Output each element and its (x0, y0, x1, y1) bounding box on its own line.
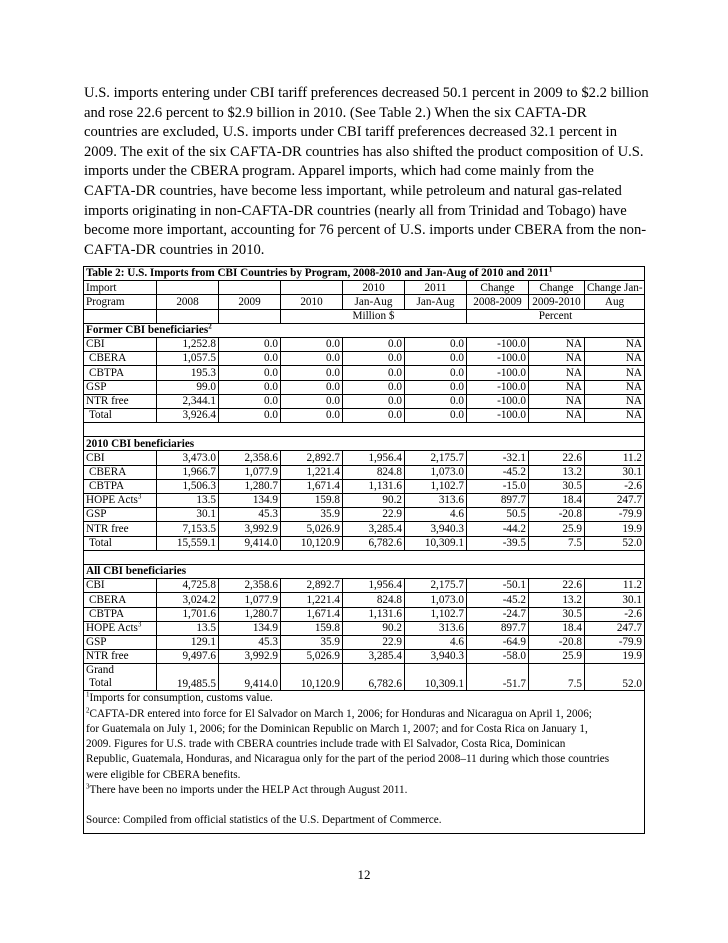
table-cell: -44.2 (467, 522, 529, 536)
table-cell: 22.6 (529, 451, 585, 465)
table-cell: 7.5 (529, 536, 585, 550)
table-cell: -24.7 (467, 607, 529, 621)
table-cell: 25.9 (529, 522, 585, 536)
column-header: Change (529, 281, 585, 295)
table-cell: NA (585, 337, 645, 351)
table-cell: 0.0 (219, 352, 281, 366)
table-cell: 0.0 (219, 408, 281, 422)
column-header: Aug (585, 295, 645, 309)
footnote-line: $^3$There have been no imports under the HELP Act through August 2011. (86, 782, 408, 797)
table-cell: 1,221.4 (281, 593, 343, 607)
table-cell: 1,966.7 (157, 465, 219, 479)
table-cell: 3,024.2 (157, 593, 219, 607)
section-title: 2010 CBI beneficiaries (84, 437, 645, 451)
table-cell: 1,252.8 (157, 337, 219, 351)
table-cell: 19.9 (585, 650, 645, 664)
table-cell: 4.6 (405, 508, 467, 522)
table-cell: 1,671.4 (281, 607, 343, 621)
table-cell: 1,102.7 (405, 479, 467, 493)
table-row (84, 607, 645, 621)
table-row (84, 593, 645, 607)
table-cell: 3,473.0 (157, 451, 219, 465)
table-cell: 0.0 (405, 352, 467, 366)
table-cell: 1,956.4 (343, 579, 405, 593)
table-cell: 7.5 (529, 664, 585, 691)
footnote-line: Republic, Guatemala, Honduras, and Nicaragua only for the part of the period 2008–11 during which those countries (86, 753, 610, 766)
table-cell: -15.0 (467, 479, 529, 493)
page-number: 12 (357, 867, 371, 882)
table-row (84, 366, 645, 380)
table-cell: 4.6 (405, 635, 467, 649)
table-cell: 3,940.3 (405, 650, 467, 664)
table-cell: 0.0 (343, 366, 405, 380)
table-row (84, 650, 645, 664)
table-title: Table 2: U.S. Imports from CBI Countries by Program, 2008-2010 and Jan-Aug of 2010 and 2011$^1$ (84, 267, 645, 281)
column-header: Jan-Aug (405, 295, 467, 309)
table-cell: 134.9 (219, 494, 281, 508)
table-cell: 2,358.6 (219, 451, 281, 465)
table-cell: 897.7 (467, 621, 529, 635)
table-cell: 1,131.6 (343, 479, 405, 493)
row-label: Total (84, 536, 157, 550)
table-cell: -79.9 (585, 508, 645, 522)
row-label: GSP (84, 635, 157, 649)
footnote-line: $^2$CAFTA-DR entered into force for El Salvador on March 1, 2006; for Honduras and Nicaragua on April 1, 2006; (86, 705, 592, 720)
row-label: CBTPA (84, 479, 157, 493)
column-header: Program (84, 295, 157, 309)
row-label: CBI (84, 579, 157, 593)
table-row (84, 536, 645, 550)
table-cell: 2,175.7 (405, 579, 467, 593)
table-cell: 0.0 (219, 380, 281, 394)
paragraph-line: 2009. The exit of the six CAFTA-DR countries has also shifted the product composition of U.S. (84, 143, 644, 160)
table-row (84, 522, 645, 536)
table-cell: 0.0 (281, 352, 343, 366)
table-cell: 0.0 (343, 408, 405, 422)
table-cell: NA (529, 352, 585, 366)
table-cell: 30.5 (529, 607, 585, 621)
table-cell: 18.4 (529, 621, 585, 635)
spacer-row (84, 550, 645, 564)
paragraph-line: CAFTA-DR countries, have become less important, while petroleum and natural gas-related (84, 182, 622, 199)
paragraph-line: CAFTA-DR countries in 2010. (84, 241, 265, 258)
table-cell: 22.9 (343, 508, 405, 522)
table-cell: 0.0 (405, 366, 467, 380)
table-row (84, 337, 645, 351)
units-row (84, 309, 645, 323)
table-row (84, 380, 645, 394)
table-cell: -20.8 (529, 635, 585, 649)
spacer-row (84, 423, 645, 437)
table-cell: 3,285.4 (343, 522, 405, 536)
table-cell: 35.9 (281, 635, 343, 649)
column-header: 2009 (219, 295, 281, 309)
row-label: NTR free (84, 522, 157, 536)
table-row (84, 394, 645, 408)
table-cell: NA (529, 380, 585, 394)
table-cell: -50.1 (467, 579, 529, 593)
section-title: Former CBI beneficiaries$^2$ (84, 323, 645, 337)
row-label: Total (84, 408, 157, 422)
table-cell: 45.3 (219, 635, 281, 649)
table-cell: 824.8 (343, 593, 405, 607)
footnote-line: were eligible for CBERA benefits. (86, 768, 241, 781)
table-cell: 1,057.5 (157, 352, 219, 366)
table-cell: 7,153.5 (157, 522, 219, 536)
table-row (84, 465, 645, 479)
table-cell: 19,485.5 (157, 664, 219, 691)
table-cell: 0.0 (405, 380, 467, 394)
table-cell: -2.6 (585, 607, 645, 621)
table-cell: 3,992.9 (219, 522, 281, 536)
table-cell: 9,414.0 (219, 664, 281, 691)
table-cell: -100.0 (467, 380, 529, 394)
table-cell: 3,285.4 (343, 650, 405, 664)
table-cell: -100.0 (467, 408, 529, 422)
table-row (84, 451, 645, 465)
table-cell: -32.1 (467, 451, 529, 465)
footnote-line: $^1$Imports for consumption, customs value. (86, 690, 273, 705)
table-row (84, 352, 645, 366)
row-label: CBI (84, 451, 157, 465)
grand-total-row (84, 664, 645, 691)
table-cell: 3,926.4 (157, 408, 219, 422)
table-cell: 9,497.6 (157, 650, 219, 664)
column-header: 2010 (281, 295, 343, 309)
paragraph-line: imports originating in non-CAFTA-DR countries (nearly all from Trinidad and Tobago) have (84, 202, 627, 219)
table-cell: 1,671.4 (281, 479, 343, 493)
table-cell: 0.0 (281, 380, 343, 394)
table-row (84, 635, 645, 649)
table-cell: 4,725.8 (157, 579, 219, 593)
row-label: CBERA (84, 593, 157, 607)
table-cell: 3,940.3 (405, 522, 467, 536)
table-cell: 2,892.7 (281, 451, 343, 465)
table-cell: 45.3 (219, 508, 281, 522)
table-cell: 0.0 (219, 366, 281, 380)
table-cell: 0.0 (405, 408, 467, 422)
section-title: All CBI beneficiaries (84, 564, 645, 578)
table-cell: 19.9 (585, 522, 645, 536)
table-cell: 35.9 (281, 508, 343, 522)
row-label: CBERA (84, 352, 157, 366)
table-cell: 313.6 (405, 621, 467, 635)
table-cell: 313.6 (405, 494, 467, 508)
table-cell: 22.6 (529, 579, 585, 593)
table-cell: 5,026.9 (281, 650, 343, 664)
table-cell: 159.8 (281, 494, 343, 508)
table-cell: 0.0 (281, 394, 343, 408)
table-cell: 0.0 (343, 394, 405, 408)
table-cell: -2.6 (585, 479, 645, 493)
table-cell: 11.2 (585, 451, 645, 465)
table-cell: 0.0 (343, 337, 405, 351)
table-cell: 6,782.6 (343, 664, 405, 691)
table-row (84, 621, 645, 635)
column-header: 2010 (343, 281, 405, 295)
header-row-bottom (84, 295, 645, 309)
table-cell: 0.0 (343, 380, 405, 394)
row-label: CBI (84, 337, 157, 351)
column-header (281, 281, 343, 295)
table-cell: 90.2 (343, 494, 405, 508)
table-cell: NA (585, 394, 645, 408)
table-cell: 1,701.6 (157, 607, 219, 621)
table-cell: 6,782.6 (343, 536, 405, 550)
source-note: Source: Compiled from official statistics of the U.S. Department of Commerce. (86, 814, 442, 827)
table-cell: NA (585, 380, 645, 394)
table-cell: NA (529, 394, 585, 408)
table-cell: 5,026.9 (281, 522, 343, 536)
body-paragraph (84, 84, 649, 260)
table-cell: NA (585, 366, 645, 380)
section-header-row (84, 564, 645, 578)
table-cell: 247.7 (585, 494, 645, 508)
table-cell: NA (529, 366, 585, 380)
table-cell: 22.9 (343, 635, 405, 649)
table-cell: NA (529, 408, 585, 422)
table-cell: 0.0 (281, 408, 343, 422)
table-cell: 99.0 (157, 380, 219, 394)
row-label: GSP (84, 380, 157, 394)
table-cell: 50.5 (467, 508, 529, 522)
column-header: Change (467, 281, 529, 295)
header-row-top (84, 281, 645, 295)
column-header: Jan-Aug (343, 295, 405, 309)
table-cell: 0.0 (405, 394, 467, 408)
table-cell: 30.1 (585, 593, 645, 607)
table-cell: -45.2 (467, 593, 529, 607)
table-cell: NA (585, 408, 645, 422)
table-cell: -100.0 (467, 337, 529, 351)
table-cell: 90.2 (343, 621, 405, 635)
column-header: 2011 (405, 281, 467, 295)
table-cell: 10,309.1 (405, 536, 467, 550)
table-cell: 1,280.7 (219, 607, 281, 621)
table-cell: 134.9 (219, 621, 281, 635)
column-header: 2008 (157, 295, 219, 309)
table-cell: -100.0 (467, 352, 529, 366)
table-cell: 159.8 (281, 621, 343, 635)
table-cell: 0.0 (343, 352, 405, 366)
table-cell: 195.3 (157, 366, 219, 380)
paragraph-line: imports under the CBERA program. Apparel imports, which had come mainly from the (84, 163, 594, 180)
table-cell: 11.2 (585, 579, 645, 593)
row-label: HOPE Acts$^3$ (84, 621, 157, 635)
table-cell: 18.4 (529, 494, 585, 508)
table-cell: 30.1 (157, 508, 219, 522)
table-cell: 0.0 (281, 366, 343, 380)
table-cell: 1,506.3 (157, 479, 219, 493)
paragraph-line: become more important, accounting for 76 percent of U.S. imports under CBERA from the non- (84, 222, 647, 239)
table-row (84, 508, 645, 522)
table-cell: 2,175.7 (405, 451, 467, 465)
footnote-line: 2009. Figures for U.S. trade with CBERA countries include trade with El Salvador, Costa Rica, Dominican (86, 738, 566, 751)
table-cell: 9,414.0 (219, 536, 281, 550)
table-cell: 25.9 (529, 650, 585, 664)
column-header (219, 281, 281, 295)
table-cell: 1,077.9 (219, 465, 281, 479)
table-cell: 0.0 (405, 337, 467, 351)
grand-total-label: Grand Total (84, 664, 157, 691)
table-cell: -79.9 (585, 635, 645, 649)
unit-percent: Percent (467, 309, 645, 323)
table-cell: -39.5 (467, 536, 529, 550)
table-cell: NA (585, 352, 645, 366)
footnote-line: for Guatemala on July 1, 2006; for the Dominican Republic on March 1, 2007; and for Costa Rica on January 1, (86, 722, 588, 735)
table-row (84, 494, 645, 508)
table-cell: 2,358.6 (219, 579, 281, 593)
table-cell: NA (529, 337, 585, 351)
row-label: HOPE Acts$^3$ (84, 494, 157, 508)
table-row (84, 479, 645, 493)
imports-table (83, 266, 645, 834)
table-notes (84, 691, 645, 833)
table-cell: 824.8 (343, 465, 405, 479)
table-cell: 30.5 (529, 479, 585, 493)
row-label: CBTPA (84, 607, 157, 621)
table-cell: 30.1 (585, 465, 645, 479)
paragraph-line: and rose 22.6 percent to $2.9 billion in 2010. (See Table 2.) When the six CAFTA-DR (84, 104, 587, 121)
table-cell: -58.0 (467, 650, 529, 664)
table-cell: 1,077.9 (219, 593, 281, 607)
table-cell: 1,280.7 (219, 479, 281, 493)
table-cell: -51.7 (467, 664, 529, 691)
table-cell: 0.0 (219, 337, 281, 351)
table-cell: 52.0 (585, 664, 645, 691)
table-cell: -100.0 (467, 366, 529, 380)
table-cell: 52.0 (585, 536, 645, 550)
table-cell: 13.5 (157, 494, 219, 508)
table-cell: -100.0 (467, 394, 529, 408)
column-header: 2008-2009 (467, 295, 529, 309)
paragraph-line: U.S. imports entering under CBI tariff preferences decreased 50.1 percent in 2009 to $2.2 billion (84, 85, 649, 101)
table-row (84, 579, 645, 593)
table-cell: 247.7 (585, 621, 645, 635)
table-cell: 13.2 (529, 465, 585, 479)
table-cell: 10,120.9 (281, 664, 343, 691)
table-cell: 2,344.1 (157, 394, 219, 408)
table-cell: -20.8 (529, 508, 585, 522)
section-header-row (84, 437, 645, 451)
row-label: CBTPA (84, 366, 157, 380)
table-cell: 129.1 (157, 635, 219, 649)
table-cell: 15,559.1 (157, 536, 219, 550)
table-cell: 10,120.9 (281, 536, 343, 550)
table-cell: 1,221.4 (281, 465, 343, 479)
column-header: Change Jan- (585, 281, 645, 295)
column-header: 2009-2010 (529, 295, 585, 309)
table-cell: 1,073.0 (405, 465, 467, 479)
table-cell: 1,956.4 (343, 451, 405, 465)
table-cell: 1,102.7 (405, 607, 467, 621)
table-cell: 897.7 (467, 494, 529, 508)
table-cell: 10,309.1 (405, 664, 467, 691)
column-header: Import (84, 281, 157, 295)
table-cell: 2,892.7 (281, 579, 343, 593)
table-cell: 1,131.6 (343, 607, 405, 621)
table-cell: -45.2 (467, 465, 529, 479)
paragraph-line: countries are excluded, U.S. imports under CBI tariff preferences decreased 32.1 percent in (84, 124, 618, 141)
table-cell: 13.5 (157, 621, 219, 635)
row-label: NTR free (84, 394, 157, 408)
table-cell: 13.2 (529, 593, 585, 607)
table-row (84, 408, 645, 422)
table-cell: 0.0 (219, 394, 281, 408)
notes-row (84, 691, 645, 833)
column-header (157, 281, 219, 295)
section-header-row (84, 323, 645, 337)
row-label: NTR free (84, 650, 157, 664)
table-cell: 0.0 (281, 337, 343, 351)
table-cell: 3,992.9 (219, 650, 281, 664)
row-label: CBERA (84, 465, 157, 479)
table-cell: 1,073.0 (405, 593, 467, 607)
table-cell: -64.9 (467, 635, 529, 649)
unit-million: Million $ (281, 309, 467, 323)
row-label: GSP (84, 508, 157, 522)
